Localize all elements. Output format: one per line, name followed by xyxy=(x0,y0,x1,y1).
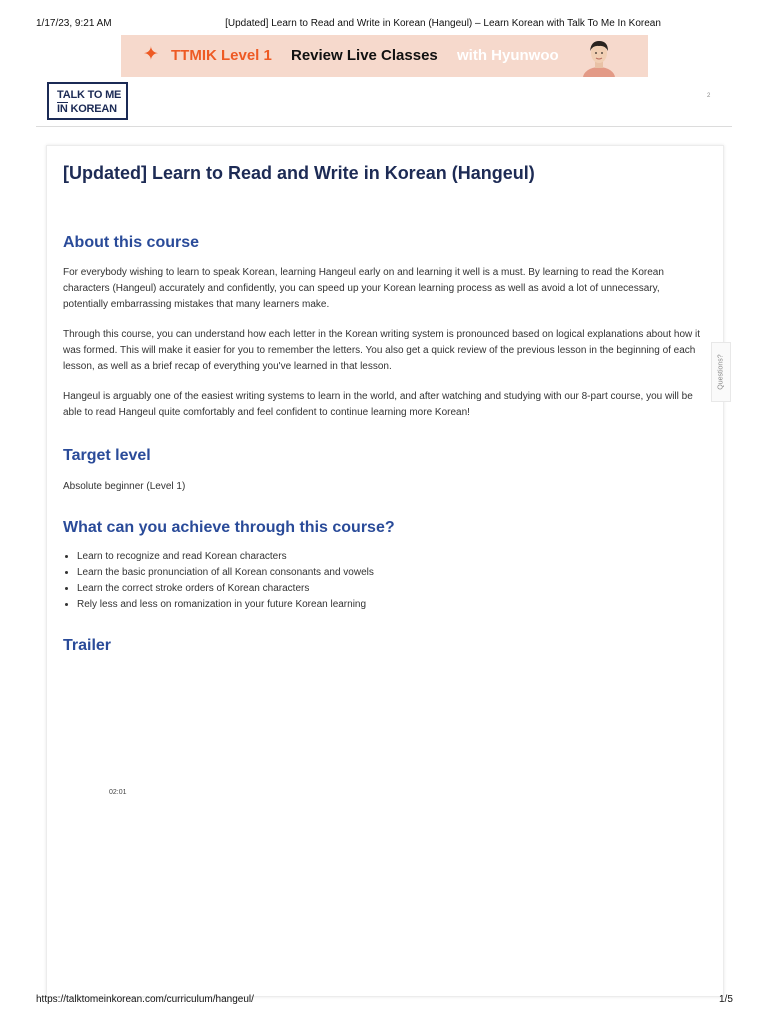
target-level-heading: Target level xyxy=(63,447,151,464)
about-heading: About this course xyxy=(63,234,200,251)
print-datetime: 1/17/23, 9:21 AM xyxy=(36,18,112,29)
sparkle-icon: ✦ xyxy=(143,44,159,65)
print-footer-page: 1/5 xyxy=(719,994,733,1005)
about-paragraph-3: Hangeul is arguably one of the easiest writing systems to learn in the world, and after watching and studying with our 8-part course, you will be able to read Hangeul quite comfortably and feel confident to continue learning more Korean! xyxy=(63,391,693,419)
banner-host-text: with Hyunwoo xyxy=(457,47,559,64)
course-title: [Updated] Learn to Read and Write in Korean (Hangeul) xyxy=(63,163,535,183)
trailer-duration[interactable]: 02:01 xyxy=(109,789,127,796)
header-divider xyxy=(36,126,732,127)
host-photo-icon xyxy=(579,37,619,77)
banner-level-text: TTMIK Level 1 xyxy=(171,47,272,64)
questions-tab-label: Questions? xyxy=(717,354,725,390)
list-item: • Learn the basic pronunciation of all Korean consonants and vowels xyxy=(77,565,374,581)
list-item: • Rely less and less on romanization in your future Korean learning xyxy=(77,597,374,613)
achieve-heading: What can you achieve through this course? xyxy=(63,519,395,536)
target-level-value: Absolute beginner (Level 1) xyxy=(63,481,186,492)
print-page-title: [Updated] Learn to Read and Write in Korean (Hangeul) – Learn Korean with Talk To Me In Korean xyxy=(225,18,661,29)
course-content-card xyxy=(46,145,724,997)
about-paragraph-2: Through this course, you can understand how each letter in the Korean writing system is pronounced based on logical explanations about how it was formed. This will make it easier for you to remember the letters. You also get a quick review of the previous lesson in the beginning of each lesson, as well as a brief recap of everything you've learned in that lesson. xyxy=(63,329,701,373)
about-paragraph-1: For everybody wishing to learn to speak Korean, learning Hangeul early on and learning it well is a must. By learning to read the Korean characters (Hangeul) accurately and confidently, you can speed up your Korean learning process as well as avoid a lot of unnecessary, potentially embarrassing mistakes that many learners make. xyxy=(63,267,664,311)
logo-line-2: IN KOREAN xyxy=(57,103,117,115)
site-logo[interactable] xyxy=(47,82,128,120)
questions-tab[interactable] xyxy=(711,342,731,402)
header-right-text: 2 xyxy=(707,93,711,99)
print-header xyxy=(0,18,768,30)
banner-review-text: Review Live Classes xyxy=(291,47,438,64)
list-item: • Learn to recognize and read Korean characters xyxy=(77,549,374,565)
print-footer-url: https://talktomeinkorean.com/curriculum/hangeul/ xyxy=(36,994,254,1005)
logo-line-1: TALK TO ME xyxy=(57,89,122,101)
achieve-list xyxy=(63,549,374,613)
list-item: • Learn the correct stroke orders of Korean characters xyxy=(77,581,374,597)
promo-banner[interactable] xyxy=(121,35,648,77)
trailer-heading: Trailer xyxy=(63,637,112,654)
